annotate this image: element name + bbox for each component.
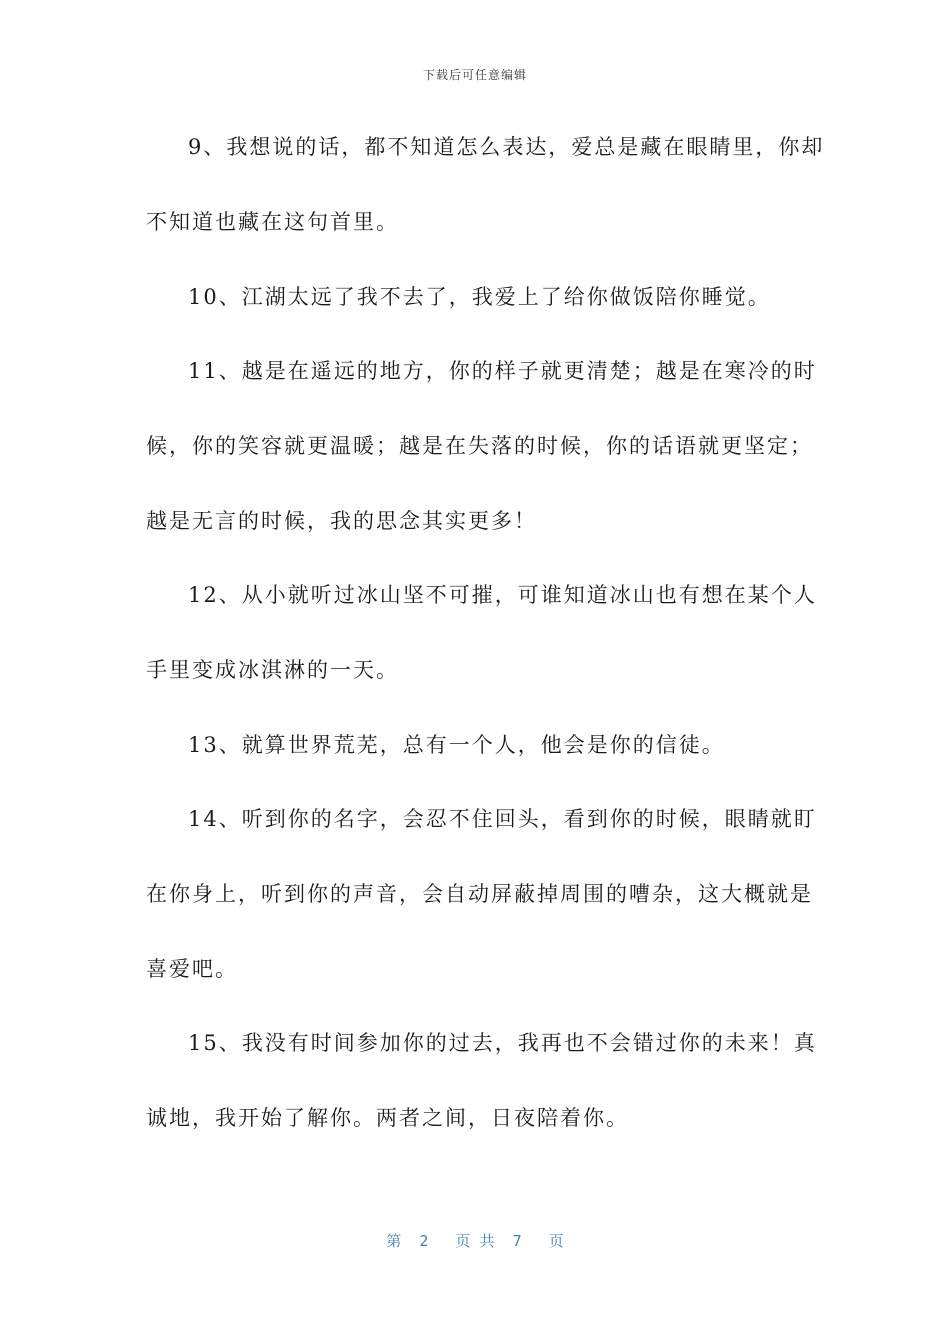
paragraph-9-line-1: 9、我想说的话，都不知道怎么表达，爱总是藏在眼睛里，你却 bbox=[188, 135, 825, 159]
paragraph-14-line-3: 喜爱吧。 bbox=[146, 957, 238, 981]
paragraph-14-line-1: 14、听到你的名字，会忍不住回头，看到你的时候，眼睛就盯 bbox=[188, 807, 817, 831]
paragraph-11-line-1: 11、越是在遥远的地方，你的样子就更清楚；越是在寒冷的时 bbox=[188, 359, 817, 383]
paragraph-13-line-1: 13、就算世界荒芜，总有一个人，他会是你的信徒。 bbox=[188, 733, 725, 757]
paragraph-15-line-2: 诚地，我开始了解你。两者之间，日夜陪着你。 bbox=[146, 1106, 629, 1130]
paragraph-12-line-2: 手里变成冰淇淋的一天。 bbox=[146, 658, 399, 682]
paragraph-9-line-2: 不知道也藏在这句首里。 bbox=[146, 210, 399, 234]
paragraph-15-line-1: 15、我没有时间参加你的过去，我再也不会错过你的未来！真 bbox=[188, 1031, 817, 1055]
page-number-footer: 第 2 页 共 7 页 bbox=[386, 1232, 564, 1250]
page-header-note: 下载后可任意编辑 bbox=[422, 68, 527, 82]
paragraph-11-line-2: 候，你的笑容就更温暖；越是在失落的时候，你的话语就更坚定； bbox=[146, 434, 813, 458]
paragraph-11-line-3: 越是无言的时候，我的思念其实更多！ bbox=[146, 509, 537, 533]
paragraph-12-line-1: 12、从小就听过冰山坚不可摧，可谁知道冰山也有想在某个人 bbox=[188, 583, 817, 607]
paragraph-14-line-2: 在你身上，听到你的声音，会自动屏蔽掉周围的嘈杂，这大概就是 bbox=[146, 882, 813, 906]
paragraph-10-line-1: 10、江湖太远了我不去了，我爱上了给你做饭陪你睡觉。 bbox=[188, 285, 771, 309]
